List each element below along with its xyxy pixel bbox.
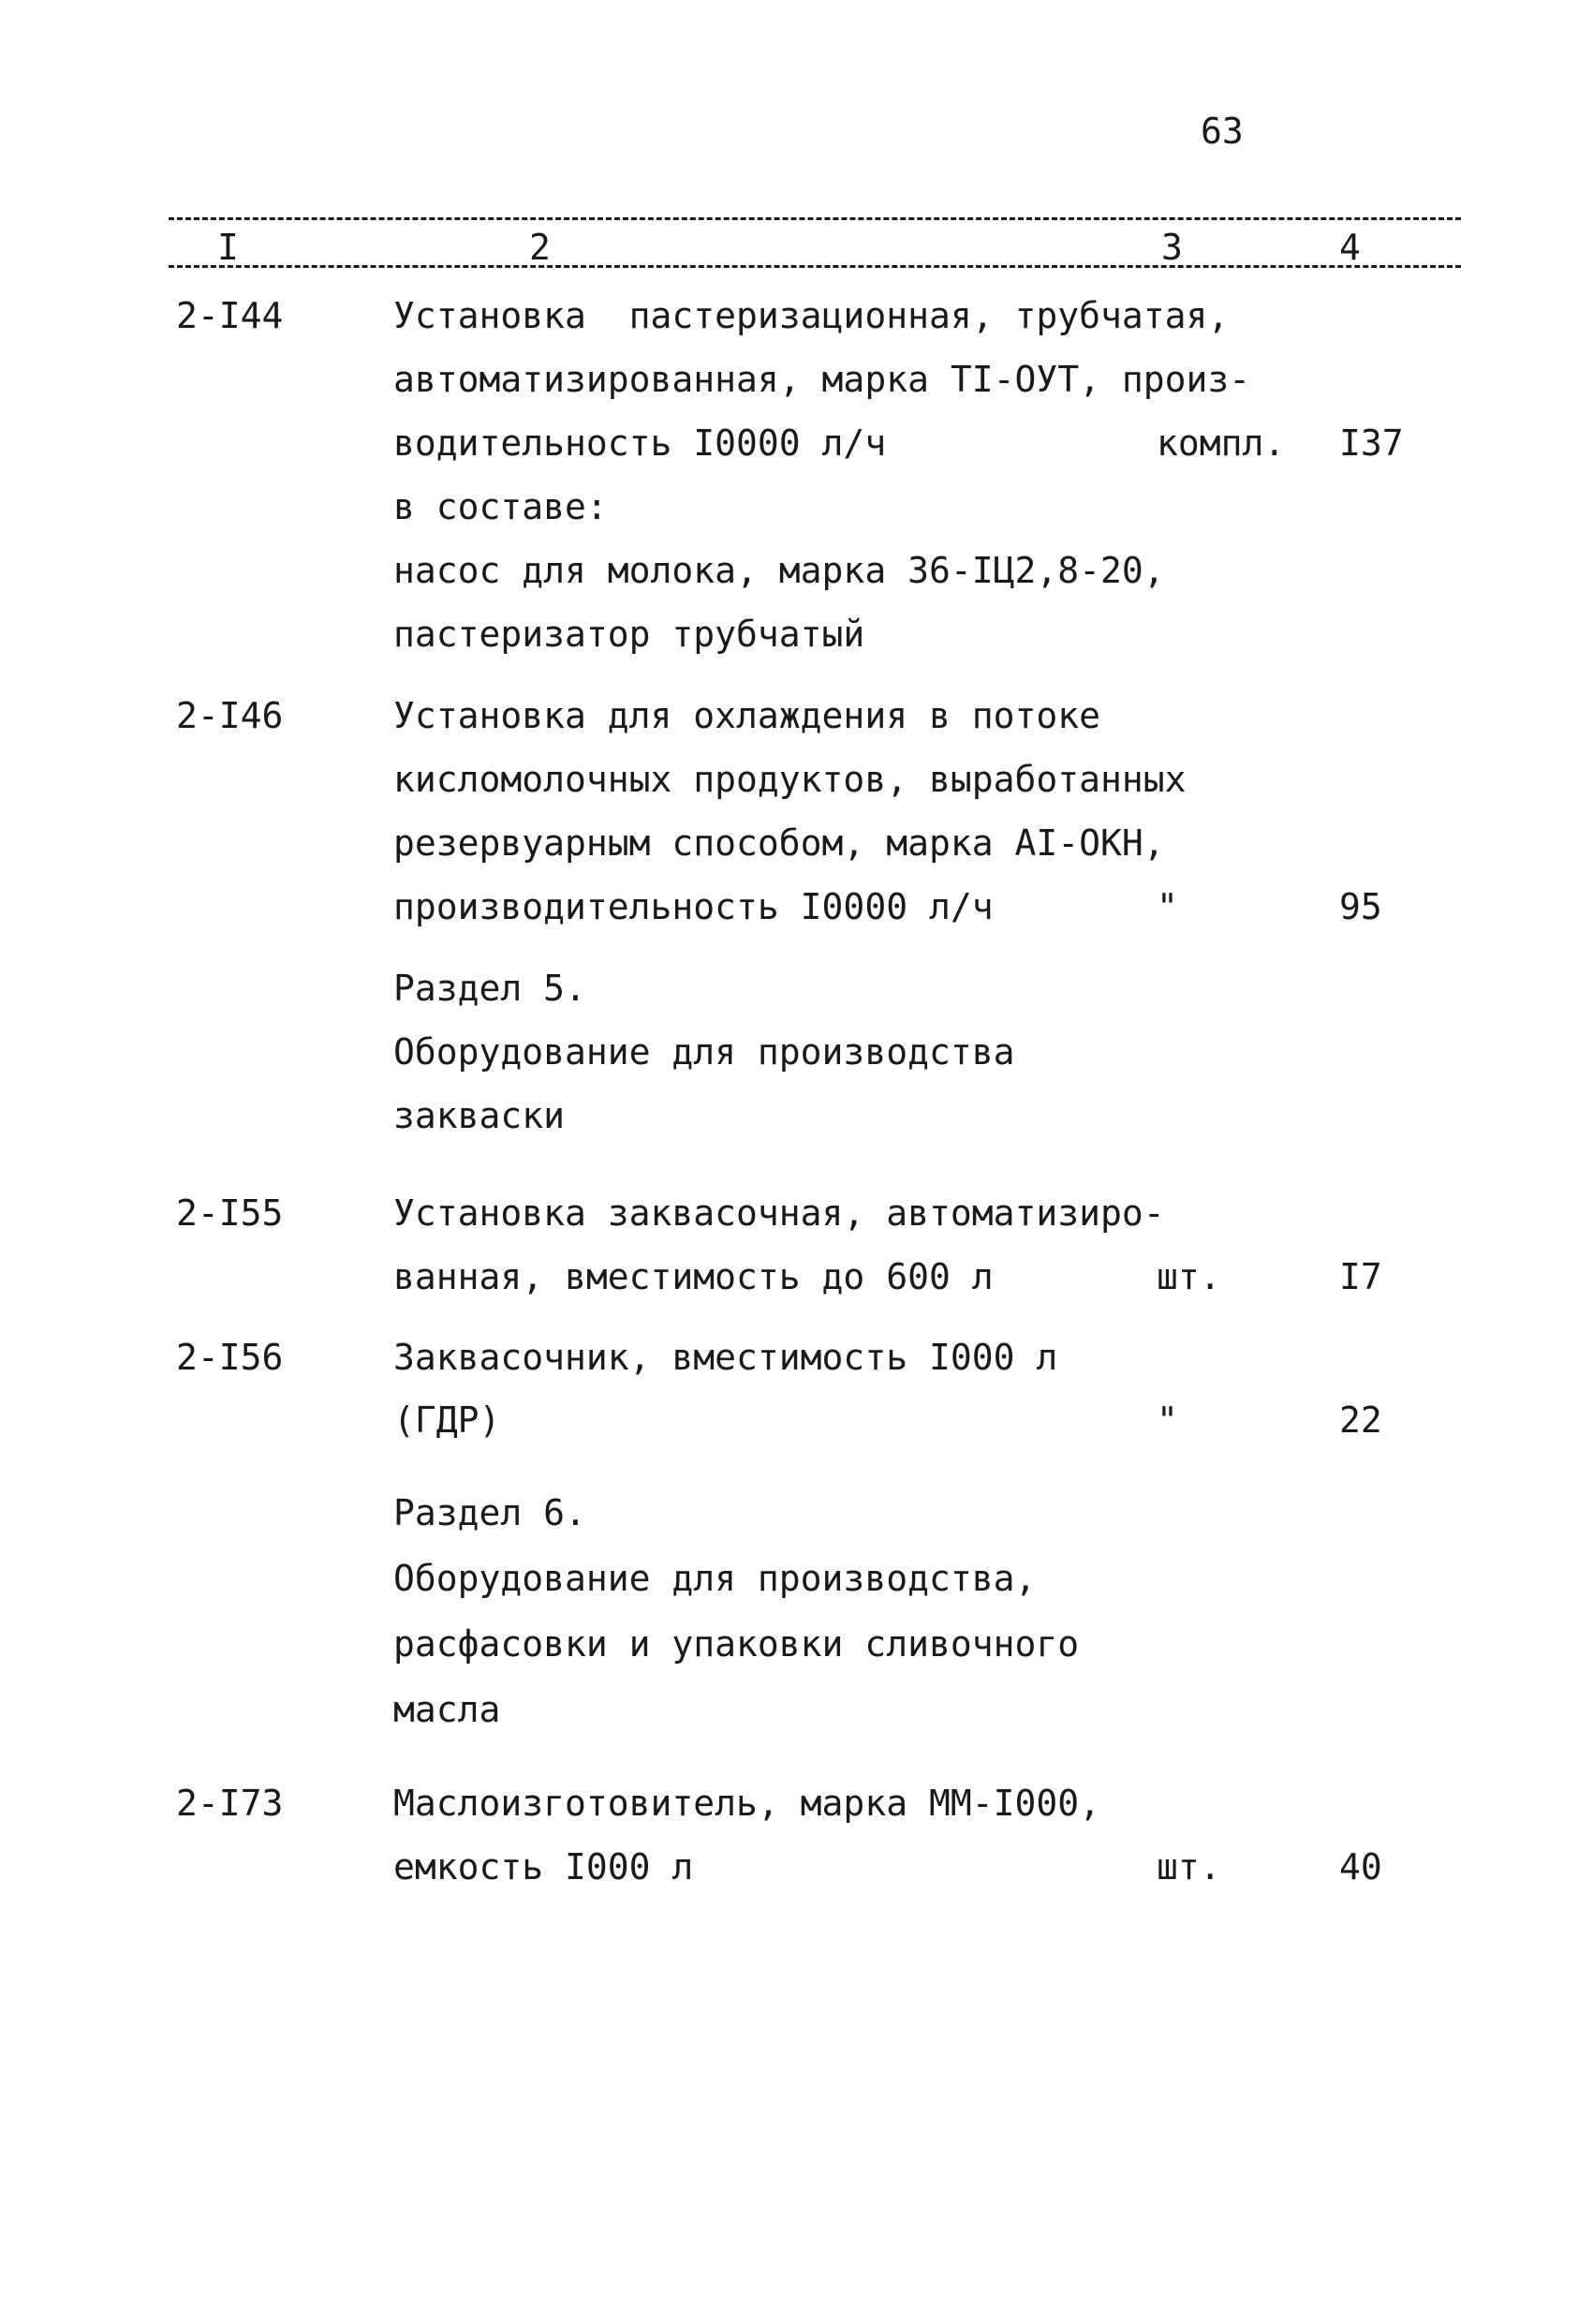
section-title-line: Оборудование для производства <box>393 1031 1015 1073</box>
entry-description-line: (ГДР) <box>393 1399 501 1441</box>
column-header-4: 4 <box>1339 227 1361 268</box>
section-title-line: Оборудование для производства, <box>393 1558 1037 1599</box>
entry-quantity: 40 <box>1339 1846 1382 1887</box>
entry-code: 2-I73 <box>176 1783 284 1824</box>
entry-code: 2-I44 <box>176 295 284 336</box>
entry-description-line: Установка для охлаждения в потоке <box>393 695 1100 736</box>
section-heading: Раздел 5. <box>393 968 586 1009</box>
section-title-line: расфасовки и упаковки сливочного <box>393 1623 1080 1665</box>
entry-description-line: автоматизированная, марка TI-ОУТ, произ- <box>393 359 1251 400</box>
entry-code: 2-I55 <box>176 1192 284 1234</box>
section-heading: Раздел 6. <box>393 1492 586 1533</box>
entry-quantity: I7 <box>1339 1256 1382 1297</box>
section-title-line: масла <box>393 1689 501 1730</box>
entry-unit: компл. <box>1157 422 1286 464</box>
entry-description-line: Установка пастеризационная, трубчатая, <box>393 295 1230 336</box>
entry-unit: " <box>1157 886 1178 927</box>
entry-unit: шт. <box>1157 1256 1221 1297</box>
entry-description-line: ванная, вместимость до 600 л <box>393 1256 994 1297</box>
entry-unit: " <box>1157 1399 1178 1441</box>
entry-description-line: в составе: <box>393 486 608 527</box>
entry-description-line: резервуарным способом, марка AI-ОКН, <box>393 822 1165 864</box>
entry-description-line: насос для молока, марка 36-IЦ2,8-20, <box>393 550 1165 591</box>
entry-quantity: 95 <box>1339 886 1382 927</box>
entry-description-line: кисломолочных продуктов, выработанных <box>393 759 1187 800</box>
header-top-rule <box>169 217 1461 220</box>
entry-description-line: водительность I0000 л/ч <box>393 422 887 464</box>
page-number: 63 <box>1201 111 1244 152</box>
entry-description-line: Маслоизготовитель, марка ММ-I000, <box>393 1783 1100 1824</box>
column-header-2: 2 <box>529 227 551 268</box>
entry-description-line: Заквасочник, вместимость I000 л <box>393 1337 1058 1378</box>
entry-code: 2-I56 <box>176 1337 284 1378</box>
column-header-1: I <box>217 227 239 268</box>
section-title-line: закваски <box>393 1095 566 1136</box>
entry-description-line: емкость I000 л <box>393 1846 694 1887</box>
column-header-3: 3 <box>1161 227 1183 268</box>
entry-code: 2-I46 <box>176 695 284 736</box>
entry-description-line: пастеризатор трубчатый <box>393 614 865 655</box>
entry-description-line: Установка заквасочная, автоматизиро- <box>393 1192 1165 1234</box>
entry-description-line: производительность I0000 л/ч <box>393 886 994 927</box>
entry-quantity: I37 <box>1339 422 1404 464</box>
entry-unit: шт. <box>1157 1846 1221 1887</box>
header-bottom-rule <box>169 265 1461 268</box>
entry-quantity: 22 <box>1339 1399 1382 1441</box>
